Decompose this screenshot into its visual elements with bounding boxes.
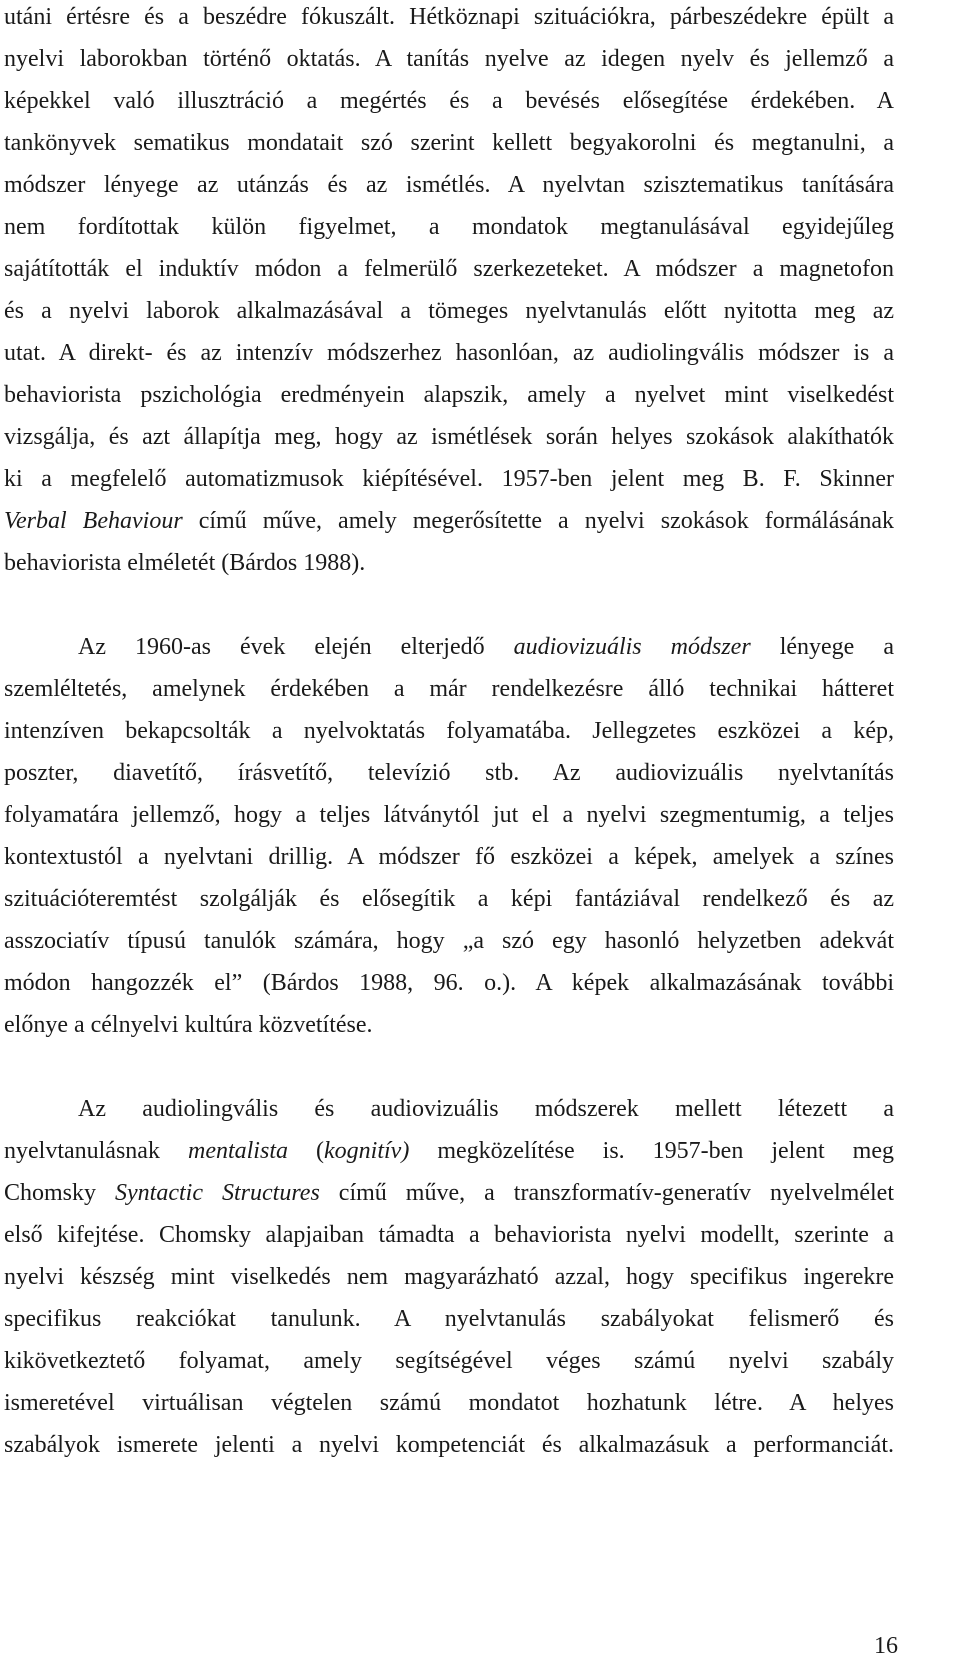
- text-line: [4, 1178, 894, 1208]
- text-line: poszter, diavetítő, írásvetítő, televízió stb. Az audiovizuális nyelvtanítás: [4, 760, 894, 786]
- text-line: intenzíven bekapcsolták a nyelvoktatás folyamatába. Jellegzetes eszközei a kép,: [4, 718, 894, 744]
- term-emphasis: mentalista: [187, 1138, 288, 1164]
- text-line: előnye a célnyelvi kultúra közvetítése.: [4, 1012, 373, 1038]
- text-line: kontextustól a nyelvtani drillig. A módszer fő eszközei a képek, amelyek a színes: [4, 844, 894, 870]
- text-line: Az audiolingvális és audiovizuális módszerek mellett létezett a: [78, 1096, 894, 1122]
- text-line: tankönyvek sematikus mondatait szó szerint kellett begyakorolni és megtanulni, a: [4, 130, 894, 156]
- text-line: és a nyelvi laborok alkalmazásával a tömeges nyelvtanulás előtt nyitotta meg az: [4, 298, 894, 324]
- text-line: ki a megfelelő automatizmusok kiépítésével. 1957-ben jelent meg B. F. Skinner: [4, 466, 894, 492]
- text-line: nem fordítottak külön figyelmet, a mondatok megtanulásával egyidejűleg: [4, 214, 894, 240]
- book-title: Verbal Behaviour: [4, 508, 183, 534]
- text-line: vizsgálja, és azt állapítja meg, hogy az ismétlések során helyes szokások alakíthatók: [4, 424, 894, 450]
- text-line: módszer lényege az utánzás és az ismétlés. A nyelvtan szisztematikus tanítására: [4, 172, 894, 198]
- book-title: Syntactic Structures: [115, 1180, 320, 1206]
- text-span: Chomsky: [4, 1180, 116, 1206]
- text-line: ismeretével virtuálisan végtelen számú mondatot hozhatunk létre. A helyes: [4, 1390, 894, 1416]
- text-span: (: [287, 1138, 325, 1164]
- text-line: nyelvi készség mint viselkedés nem magyarázható azzal, hogy specifikus ingerekre: [4, 1264, 894, 1290]
- text-line: behaviorista elméletét (Bárdos 1988).: [4, 550, 366, 576]
- text-line: szabályok ismerete jelenti a nyelvi kompetenciát és alkalmazásuk a performanciát.: [4, 1432, 894, 1458]
- text-line: utat. A direkt- és az intenzív módszerhez hasonlóan, az audiolingvális módszer is a: [4, 340, 894, 366]
- text-line: utáni értésre és a beszédre fókuszált. Hétköznapi szituációkra, párbeszédekre épült a: [4, 4, 894, 30]
- text-line: sajátították el induktív módon a felmerülő szerkezeteket. A módszer a magnetofon: [4, 256, 894, 282]
- text-line: első kifejtése. Chomsky alapjaiban támadta a behaviorista nyelvi modellt, szerinte a: [4, 1222, 894, 1248]
- text-line: nyelvi laborokban történő oktatás. A tanítás nyelve az idegen nyelv és jellemző a: [4, 46, 894, 72]
- text-line: [78, 632, 894, 662]
- text-line: [4, 506, 894, 536]
- text-span: című műve, amely megerősítette a nyelvi szokások formálásának: [182, 508, 895, 534]
- text-span: lényege a: [750, 634, 894, 660]
- text-line: asszociatív típusú tanulók számára, hogy „a szó egy hasonló helyzetben adekvát: [4, 928, 894, 954]
- page-number: 16: [874, 1633, 898, 1659]
- text-span: Az 1960-as évek elején elterjedő: [78, 634, 514, 660]
- text-span: nyelvtanulásnak: [4, 1138, 188, 1164]
- text-line: specifikus reakciókat tanulunk. A nyelvtanulás szabályokat felismerő és: [4, 1306, 894, 1332]
- term-emphasis: audiovizuális módszer: [513, 634, 751, 660]
- text-line: kikövetkeztető folyamat, amely segítségével véges számú nyelvi szabály: [4, 1348, 894, 1374]
- text-span: megközelítése is. 1957-ben jelent meg: [409, 1138, 895, 1164]
- text-span: című műve, a transzformatív-generatív nyelvelmélet: [319, 1180, 894, 1206]
- text-line: behaviorista pszichológia eredményein alapszik, amely a nyelvet mint viselkedést: [4, 382, 894, 408]
- text-line: szituációteremtést szolgálják és elősegítik a képi fantáziával rendelkező és az: [4, 886, 894, 912]
- term-emphasis: kognitív): [324, 1138, 410, 1164]
- text-line: képekkel való illusztráció a megértés és a bevésés elősegítése érdekében. A: [4, 88, 894, 114]
- text-line: folyamatára jellemző, hogy a teljes látványtól jut el a nyelvi szegmentumig, a teljes: [4, 802, 894, 828]
- text-line: [4, 1136, 894, 1166]
- text-line: módon hangozzék el” (Bárdos 1988, 96. o.). A képek alkalmazásának további: [4, 970, 894, 996]
- text-line: szemléltetés, amelynek érdekében a már rendelkezésre álló technikai hátteret: [4, 676, 894, 702]
